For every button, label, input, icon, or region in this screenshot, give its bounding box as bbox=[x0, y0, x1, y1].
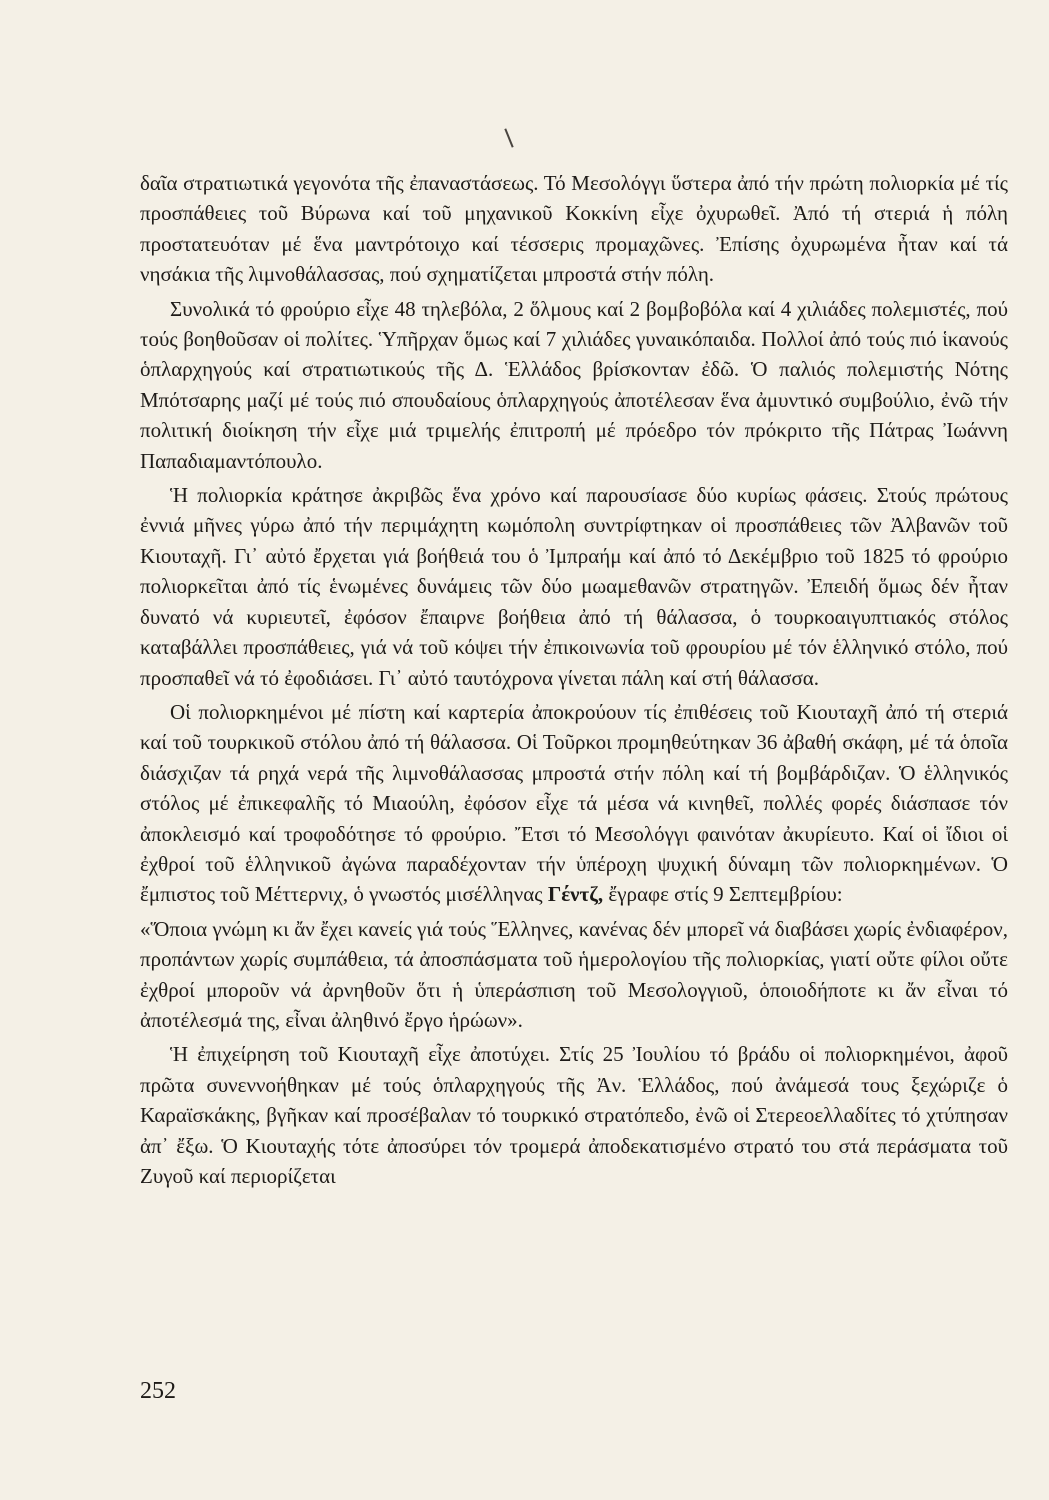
paragraph-4 bbox=[140, 697, 1008, 910]
quote-paragraph: «Ὅποια γνώμη κι ἄν ἔχει κανείς γιά τούς Ἕλληνες, κανένας δέν μπορεῖ νά διαβάσει χωρίς ἐνδιαφέρον, προπάντων χωρίς συμπάθεια, τά ἀποσπάσματα τοῦ ἡμερολογίου τῆς πολιορκίας, γιατί οὔτε φίλοι οὔτε ἐχθροί μποροῦν νά ἀρνηθοῦν ὅτι ἡ ὑπεράσπιση τοῦ Μεσολογγιοῦ, ὁποιοδήποτε κι ἄν εἶναι τό ἀποτέλεσμά της, εἶναι ἀληθινό ἔργο ἡρώων». bbox=[140, 916, 1008, 1032]
bold-name-gentz: Γέντζ, bbox=[547, 882, 604, 907]
paragraph-4-tail: ἔγραφε στίς 9 Σεπτεμβρίου: bbox=[603, 882, 843, 907]
paragraph-6: Ἡ ἐπιχείρηση τοῦ Κιουταχῆ εἶχε ἀποτύχει. Στίς 25 Ἰουλίου τό βράδυ οἱ πολιορκημένοι, ἀφοῦ πρῶτα συνεννοήθηκαν μέ τούς ὁπλαρχηγούς τῆς Ἀν. Ἑλλάδος, πού ἀνάμεσά τους ξεχώριζε ὁ Καραϊσκάκης, βγῆκαν καί προσέβαλαν τό τουρκικό στρατόπεδο, ἐνῶ οἱ Στερεοελλαδίτες τό χτύπησαν ἀπ᾽ ἔξω. Ὁ Κιουταχής τότε ἀποσύρει τόν τρομερά ἀποδεκατισμένο στρατό του στά περάσματα τοῦ Ζυγοῦ καί περιορίζεται bbox=[140, 1042, 1008, 1188]
paragraph-4-text: Οἱ πολιορκημένοι μέ πίστη καί καρτερία ἀποκρούουν τίς ἐπιθέσεις τοῦ Κιουταχῆ ἀπό τή στεριά καί τοῦ τουρκικοῦ στόλου ἀπό τή θάλασσα. Οἱ Τοῦρκοι προμηθεύτηκαν 36 ἀβαθή σκάφη, μέ τά ὁποῖα διάσχιζαν τά ρηχά νερά τῆς λιμνοθάλασσας μπροστά στήν πόλη καί τή βομβάρδιζαν. Ὁ ἑλληνικός στόλος μέ ἐπικεφαλῆς τό Μιαούλη, ἐφόσον εἶχε τά μέσα νά κινηθεῖ, πολλές φορές διάσπασε τόν ἀποκλεισμό καί τροφοδότησε τό φρούριο. Ἔτσι τό Μεσολόγγι φαινόταν ἀκυρίευτο. Καί οἱ ἴδιοι οἱ ἐχθροί τοῦ ἑλληνικοῦ ἀγώνα παραδέχονταν τήν ὑπέροχη ψυχική δύναμη τῶν πολιορκημένων. Ὁ ἔμπιστος τοῦ Μέττερνιχ, ὁ γνωστός μισέλληνας bbox=[140, 699, 1008, 907]
body-text bbox=[140, 168, 1008, 1195]
page-number: 252 bbox=[140, 1378, 176, 1404]
paragraph-2: Συνολικά τό φρούριο εἶχε 48 τηλεβόλα, 2 ὅλμους καί 2 βομβοβόλα καί 4 χιλιάδες πολεμιστές, πού τούς βοηθοῦσαν οἱ πολίτες. Ὑπῆρχαν ὅμως καί 7 χιλιάδες γυναικόπαιδα. Πολλοί ἀπό τούς πιό ἱκανούς ὁπλαρχηγούς καί στρατιωτικούς τῆς Δ. Ἑλλάδος βρίσκονταν ἐδῶ. Ὁ παλιός πολεμιστής Νότης Μπότσαρης μαζί μέ τούς πιό σπουδαίους ὁπλαρχηγούς ἀποτέλεσαν ἕνα ἀμυντικό συμβούλιο, ἐνῶ τήν πολιτική διοίκηση τήν εἶχε μιά τριμελής ἐπιτροπή μέ πρόεδρο τόν πρόκριτο τῆς Πάτρας Ἰωάννη Παπαδιαμαντόπουλο. bbox=[140, 296, 1008, 473]
paragraph-3: Ἡ πολιορκία κράτησε ἀκριβῶς ἕνα χρόνο καί παρουσίασε δύο κυρίως φάσεις. Στούς πρώτους ἐννιά μῆνες γύρω ἀπό τήν περιμάχητη κωμόπολη συντρίφτηκαν οἱ προσπάθειες τῶν Ἀλβανῶν τοῦ Κιουταχῆ. Γι᾽ αὐτό ἔρχεται γιά βοήθειά του ὁ Ἰμπραήμ καί ἀπό τό Δεκέμβριο τοῦ 1825 τό φρούριο πολιορκεῖται ἀπό τίς ἑνωμένες δυνάμεις τῶν δύο μωαμεθανῶν στρατηγῶν. Ἐπειδή ὅμως δέν ἦταν δυνατό νά κυριευτεῖ, ἐφόσον ἔπαιρνε βοήθεια ἀπό τή θάλασσα, ὁ τουρκοαιγυπτιακός στόλος καταβάλλει προσπάθειες, γιά νά τοῦ κόψει τήν ἐπικοινωνία τοῦ φρουρίου μέ τόν ἑλληνικό στόλο, πού προσπαθεῖ νά τό ἐφοδιάσει. Γι᾽ αὐτό ταυτόχρονα γίνεται πάλη καί στή θάλασσα. bbox=[140, 483, 1008, 690]
paragraph-1: δαῖα στρατιωτικά γεγονότα τῆς ἐπαναστάσεως. Τό Μεσολόγγι ὕστερα ἀπό τήν πρώτη πολιορκία μέ τίς προσπάθειες τοῦ Βύρωνα καί τοῦ μηχανικοῦ Κοκκίνη εἶχε ὀχυρωθεῖ. Ἀπό τή στεριά ἡ πόλη προστατευόταν μέ ἕνα μαντρότοιχο καί τέσσερις προμαχῶνες. Ἐπίσης ὀχυρωμένα ἦταν καί τά νησάκια τῆς λιμνοθάλασσας, πού σχηματίζεται μπροστά στήν πόλη. bbox=[140, 171, 1008, 287]
ink-mark bbox=[504, 128, 513, 147]
